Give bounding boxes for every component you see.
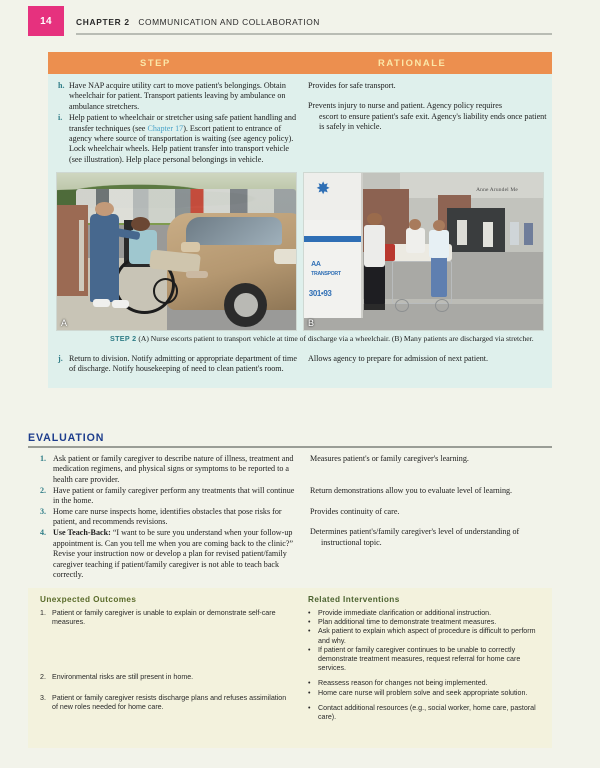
intervention-text: If patient or family caregiver continues to be unable to correctly demonstrate treatment measures, request referral for home care services. [318,645,521,673]
photo-b-emt-shirt [364,225,386,267]
steps-column [48,81,298,166]
running-head-title: COMMUNICATION AND COLLABORATION [138,17,320,27]
evaluation-section [28,432,552,581]
rationale-item-j: Allows agency to prepare for admission of next patient. [308,353,489,363]
figure-caption [48,331,552,352]
intervention-item [308,689,544,698]
intervention-text: Contact additional resources (e.g., social worker, home care, pastoral care). [318,703,536,722]
outcome-item-1 [40,609,290,627]
header-divider [76,33,552,35]
photo-a-nurse-head [95,202,114,216]
figure-caption-line-1: (A) Nurse escorts patient to transport vehicle at time of discharge via a wheelchair. [138,334,390,344]
unexpected-outcomes-column [28,595,298,748]
photo-b-stretcher-wheel-front [395,299,409,312]
bullet-icon: • [308,703,311,712]
figure-caption-lead: STEP 2 [110,334,137,344]
running-head [76,17,320,27]
photo-b-ambulance-phone: 301•93 [308,289,332,299]
related-interventions-column [298,595,552,748]
photo-b-emt-head [367,213,381,226]
evaluation-item-3 [40,507,298,528]
unexpected-outcomes-box [28,588,552,748]
star-of-life-icon: ✸ [315,178,331,198]
photo-b-bystander-4 [524,223,534,245]
evaluation-heading: EVALUATION [28,432,105,444]
photo-a-suv-taillight [274,249,296,265]
rationale-item-h: Provides for safe transport. [308,81,396,90]
photo-b-ambulance-stripe [304,236,361,242]
evaluation-body [28,448,552,581]
outcome-spacer-1 [40,627,290,673]
evaluation-marker: 1. [40,454,47,463]
intervention-text: Plan additional time to demonstrate treatment measures. [318,618,497,627]
evaluation-rationale-4 [310,527,552,548]
photo-b-stretcher-discharge [303,172,544,331]
intervention-text: Provide immediate clarification or additional instruction. [318,609,492,617]
rationale-line-1: Prevents injury to nurse and patient. Agency policy requires [308,101,502,111]
photo-a-label: A [61,318,68,329]
photo-b-emt-pants [364,261,386,305]
evaluation-steps-column [28,454,298,581]
rationale-line-2: escort to ensure patient's safe exit. Agency's liability ends once patient is safely in vehicle. [319,111,547,132]
evaluation-rationale-4-line-1: Determines patient's/family caregiver's level of understanding of [310,527,520,537]
evaluation-text: Home care nurse inspects home, identifies obstacles that pose risks for patient, and recommends revisions. [53,507,282,527]
rationales-column-j [298,354,552,376]
outcome-marker: 2. [40,673,46,682]
column-header-rationale: RATIONALE [378,57,447,68]
intervention-item [308,618,544,627]
photo-a-nurse-scrubs [90,214,119,302]
rationales-column [298,81,552,166]
photo-b-label: B [308,318,315,329]
bullet-icon: • [308,627,311,636]
related-interventions-heading: Related Interventions [308,595,400,604]
bullet-icon: • [308,688,311,697]
step-item-j [58,354,298,375]
bullet-icon: • [308,679,311,688]
step-marker: h. [58,81,65,90]
step-item-i [58,113,298,165]
evaluation-rationale-2: Return demonstrations allow you to evaluate level of learning. [310,486,513,496]
bullet-icon: • [308,618,311,627]
teach-back-body: “I want to be sure you understand when your follow-up appointment is. Can you tell me when you are coming back to the clinic?” Revise your instruction now or develop a plan for revised patient/family caregiver teaching if patient/family caregiver is not able to teach back correctly. [53,528,294,579]
photo-b-bystander-3 [510,222,520,246]
intervention-text: Home care nurse will problem solve and seek appropriate solution. [318,688,528,697]
figure-caption-line-2: (B) Many patients are discharged via stretcher. [391,334,534,344]
steps-column-j [48,354,298,376]
bullet-icon: • [308,645,311,654]
evaluation-item-2 [40,486,298,507]
column-header-step: STEP [140,57,171,68]
photo-b-staff-2-head [409,219,421,230]
evaluation-item-1 [40,454,298,485]
photo-b-hospital-sign: Anne Arundel Me [476,187,519,194]
rationale-item-i [308,101,552,132]
step-marker: j. [58,353,63,363]
evaluation-text: Ask patient or family caregiver to describe nature of illness, treatment and medication regimens, and physical signs or symptoms to be reported to a health care provider. [53,454,294,484]
evaluation-rationale-4-line-2: instructional topic. [321,537,382,547]
evaluation-marker: 3. [40,507,47,517]
photo-a-post [79,220,85,291]
evaluation-marker: 2. [40,485,47,495]
intervention-text: Ask patient to explain which aspect of procedure is difficult to perform and why. [318,627,536,645]
outcome-marker: 3. [40,693,46,702]
outcome-text: Patient or family caregiver is unable to explain or demonstrate self-care measures. [52,609,276,627]
evaluation-rationales-column [298,454,552,581]
photo-b-ambulance-name: AA [311,261,321,269]
intervention-item [308,704,544,722]
photo-b-staff-3-torso [429,230,448,258]
step-text-before-xref: Help patient to wheelchair or stretcher using safe patient handling and transfer techniques (see [69,113,296,133]
photo-a-nurse-shoe-left [93,299,110,307]
steps-bottom-row [48,352,552,376]
page-header [0,0,600,46]
bullet-icon: • [308,609,311,617]
step-marker: i. [58,113,63,123]
evaluation-rationale-3: Provides continuity of care. [310,506,400,516]
step-rationale-body [48,74,552,388]
intervention-item [308,646,544,674]
outcome-marker: 1. [40,609,46,617]
photo-a-suv-mirror [181,242,200,251]
step-text [69,113,298,165]
figure-photo-row [48,166,552,331]
running-head-chapter: CHAPTER 2 [76,17,130,27]
intervention-item [308,627,544,645]
steps-top-row [48,74,552,166]
evaluation-rationale-1: Measures patient's or family caregiver's learning. [310,454,469,463]
outcome-text: Patient or family caregiver resists discharge plans and refuses assimilation of new roles needed for home care. [52,693,287,711]
step-item-h [58,81,298,112]
photo-a-wheelchair-transfer [56,172,297,331]
outcome-item-2 [40,673,290,682]
unexpected-outcomes-heading: Unexpected Outcomes [40,595,137,604]
photo-b-emt-shoes [364,304,386,310]
evaluation-text: Have patient or family caregiver perform any treatments that will continue in the home. [53,485,295,506]
evaluation-item-4 [40,528,298,580]
chapter-cross-reference-link[interactable]: Chapter 17 [147,123,184,133]
step-text: Have NAP acquire utility cart to move patient's belongings. Obtain wheelchair for patient. Transport patients leaving by ambulance on ambulance stretchers. [69,81,286,111]
photo-a-patient-foot [186,271,208,279]
photo-b-bystander-1 [457,220,467,245]
outcome-spacer-2 [40,683,290,694]
photo-a-nurse-shoe-right [112,300,129,308]
teach-back-lead: Use Teach-Back: [53,528,111,538]
photo-b-bystander-2 [483,222,493,247]
step-table-bottom-padding [48,376,552,388]
outcome-text: Environmental risks are still present in home. [52,673,194,682]
photo-b-staff-3-pants [431,256,448,297]
intervention-text: Reassess reason for changes not being implemented. [318,679,488,688]
evaluation-text [53,528,298,580]
intervention-item [308,679,544,688]
page-number-badge: 14 [28,6,64,36]
intervention-item [308,609,544,618]
photo-b-staff-2-torso [406,228,425,253]
outcome-item-3 [40,694,290,712]
step-rationale-header-bar [48,52,552,74]
photo-b-ambulance-subname: TRANSPORT [311,270,341,277]
step-text: Return to division. Notify admitting or appropriate department of time of discharge. Notify housekeeping of need to clean patient's room. [69,353,297,374]
step-text-after-xref: ). Escort patient to entrance of agency where source of transportation is waiting (see agency policy). Lock wheelchair wheels. Help patient transfer into transport vehicle (see illustration). Help place personal belongings in vehicle. [69,123,294,164]
evaluation-marker: 4. [40,528,47,538]
skill-step-table [48,52,552,388]
photo-a-suv-window [186,217,282,245]
